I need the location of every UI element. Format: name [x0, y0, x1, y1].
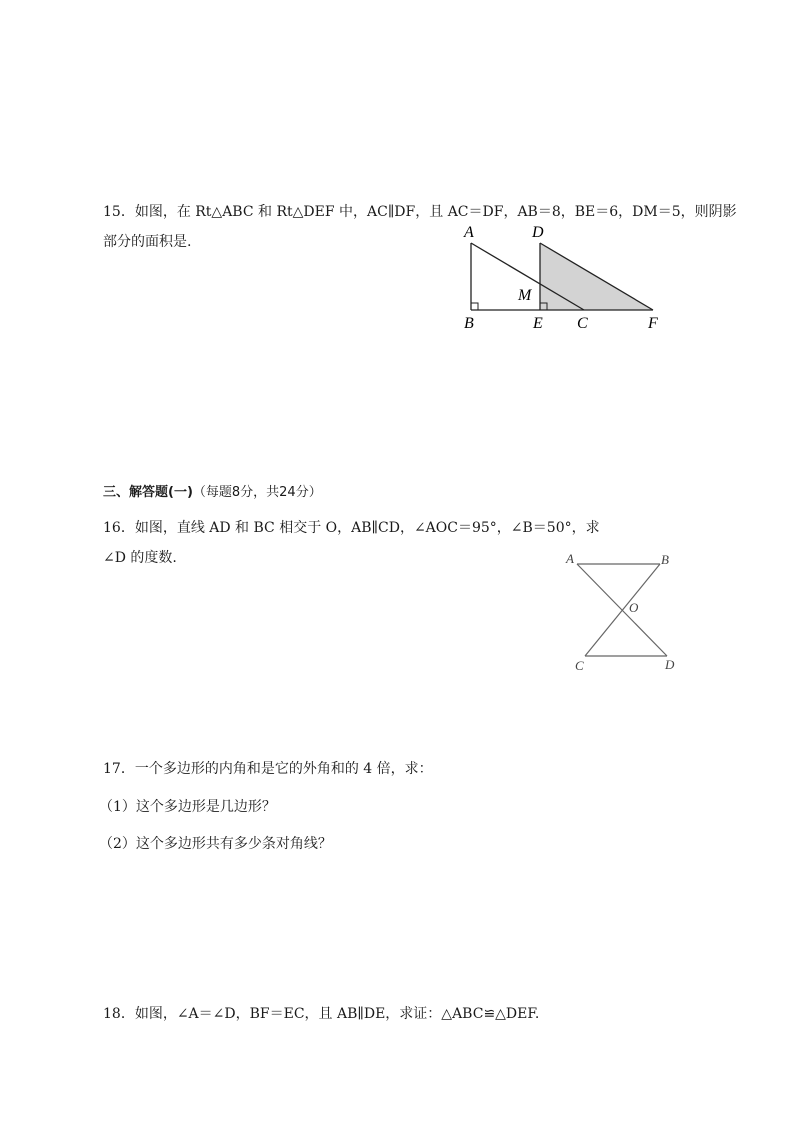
q17-part1: （1）这个多边形是几边形？ — [99, 799, 276, 815]
q16-label-B: B — [661, 552, 669, 567]
q15-label-C: C — [577, 315, 588, 332]
q16-label-A: A — [566, 551, 574, 566]
q15-label-A: A — [464, 224, 474, 241]
q16-segment-BC — [585, 564, 660, 656]
q15-right-angle-B — [471, 303, 478, 310]
q15-label-D: D — [532, 224, 544, 241]
q16-label-D: D — [665, 657, 675, 672]
section-3-title: 三、解答题(一) — [103, 485, 193, 500]
q16-text-line2: ∠D 的度数. — [103, 550, 177, 566]
q16-text-line1: 16．如图，直线 AD 和 BC 相交于 O，AB∥CD，∠AOC＝95°，∠B＝50°，求 — [103, 520, 600, 536]
q17-part2: （2）这个多边形共有多少条对角线？ — [99, 836, 332, 852]
q15-text-line1: 15．如图，在 Rt△ABC 和 Rt△DEF 中，AC∥DF，且 AC＝DF，AB＝8，BE＝6，DM＝5，则阴影 — [103, 204, 737, 220]
q17-text-line1: 17．一个多边形的内角和是它的外角和的 4 倍，求： — [103, 761, 433, 777]
section-3-heading — [103, 483, 322, 503]
q15-label-M: M — [518, 287, 532, 304]
q15-figure — [455, 220, 695, 335]
q16-figure — [563, 550, 693, 675]
q15-label-E: E — [533, 315, 543, 332]
section-3-note: （每题8分，共24分） — [192, 485, 322, 500]
q15-text-line2: 部分的面积是. — [103, 234, 192, 250]
q16-label-C: C — [575, 658, 584, 673]
q15-label-F: F — [648, 315, 658, 332]
q15-label-B: B — [464, 315, 474, 332]
q18-text-line1: 18．如图，∠A＝∠D，BF＝EC，且 AB∥DE，求证：△ABC≌△DEF. — [103, 1006, 540, 1022]
q16-label-O: O — [629, 600, 639, 615]
